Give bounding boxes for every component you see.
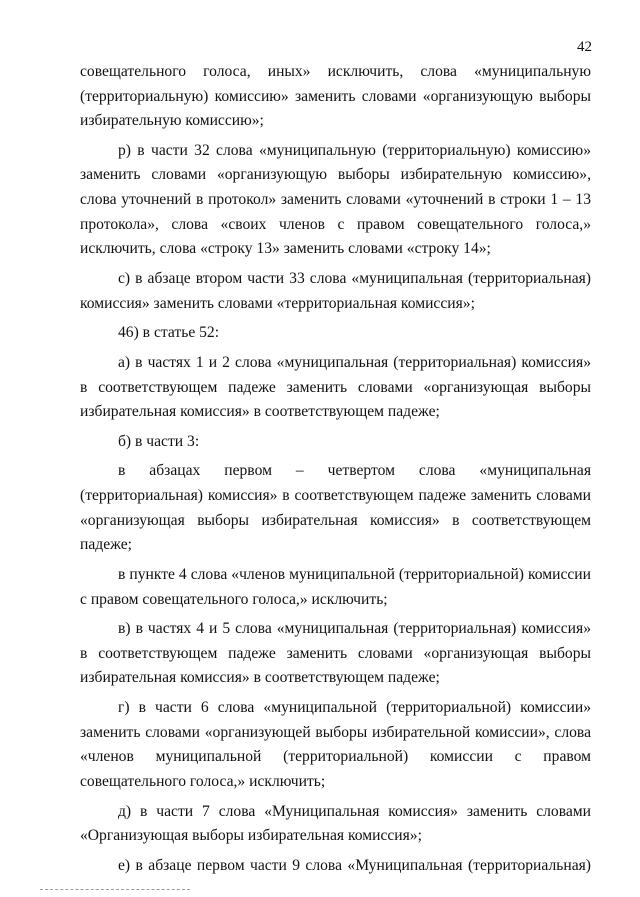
page-number: 42 (577, 39, 592, 55)
document-body (80, 60, 591, 884)
paragraph-item-v: в) в частях 4 и 5 слова «муниципальная (территориальная) комиссия» в соответствующем падеже заменить словами «организующая выборы избирательная комиссия» в соответствующем падеже; (80, 620, 591, 687)
paragraph-subitem-paragraphs-1-4: в абзацах первом – четвертом слова «муниципальная (территориальная) комиссия» в соответствующем падеже заменить словами «организующая выборы избирательная комиссия» в соответствующем падеже; (80, 462, 591, 554)
paragraph-item-b: б) в части 3: (118, 432, 200, 450)
paragraph-item-s: с) в абзаце втором части 33 слова «муниципальная (территориальная) комиссия» заменить словами «территориальная комиссия»; (80, 269, 591, 312)
paragraph-item-a: а) в частях 1 и 2 слова «муниципальная (территориальная) комиссия» в соответствующем падеже заменить словами «организующая выборы избирательная комиссия» в соответствующем падеже; (80, 353, 591, 421)
paragraph-item-g: г) в части 6 слова «муниципальной (территориальной) комиссии» заменить словами «организующей выборы избирательной комиссии», слова «членов муниципальной (территориальной) комиссии с правом совещательного голоса,» исключить; (80, 699, 591, 790)
paragraph-subitem-point-4: в пункте 4 слова «членов муниципальной (территориальной) комиссии с правом совещательного голоса,» исключить; (80, 565, 591, 608)
footer-rule (40, 889, 190, 890)
paragraph-continuation: совещательного голоса, иных» исключить, слова «муниципальную (территориальную) комиссию» заменить словами «организующую выборы избирательную комиссию»; (80, 63, 591, 130)
paragraph-item-46: 46) в статье 52: (118, 324, 220, 342)
paragraph-item-d: д) в части 7 слова «Муниципальная комиссия» заменить словами «Организующая выборы избирательная комиссия»; (80, 802, 591, 845)
paragraph-item-e: е) в абзаце первом части 9 слова «Муниципальная (территориальная) (118, 856, 591, 874)
paragraph-item-r: р) в части 32 слова «муниципальную (территориальную) комиссию» заменить словами «организующую выборы избирательную комиссию», слова уточнений в протокол» заменить словами «уточнений в строки 1 – 13 протокола», слова «своих членов с правом совещательного голоса,» исключить, слова «строку 13» заменить словами «строку 14»; (80, 141, 591, 258)
